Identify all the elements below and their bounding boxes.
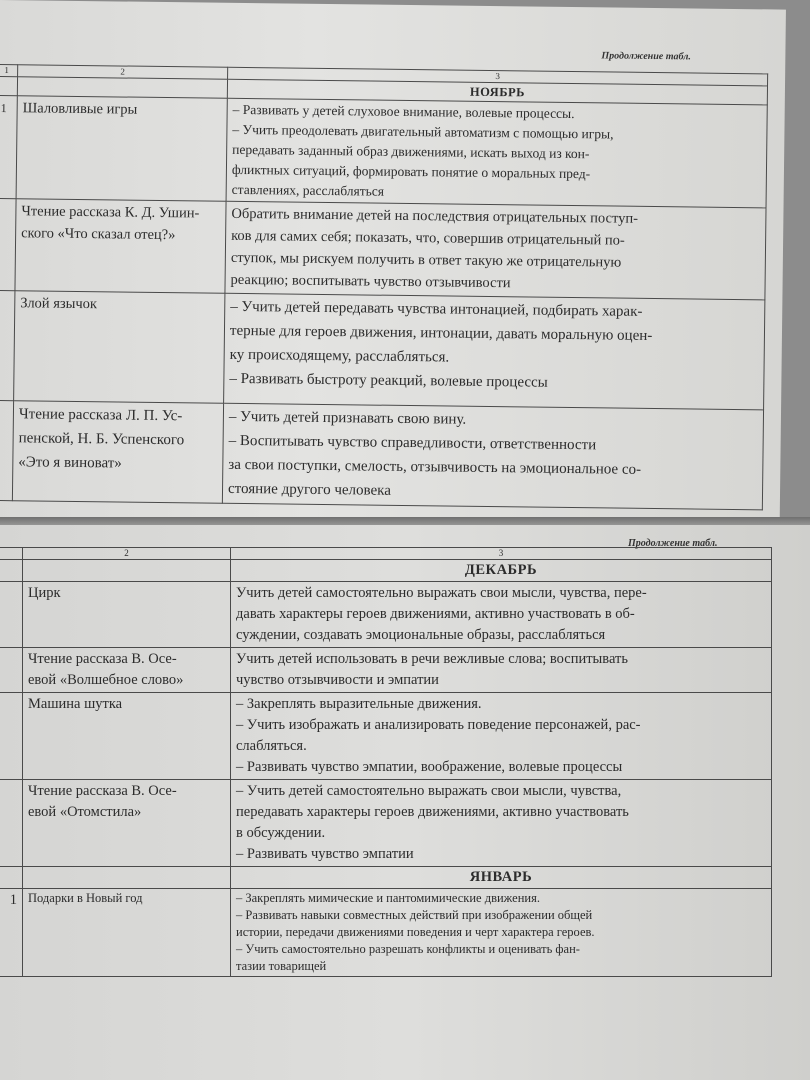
- month-row: [0, 560, 772, 582]
- text-line: суждении, создавать эмоциональные образы, расслабляться: [236, 627, 606, 643]
- month-heading: ЯНВАРЬ: [231, 867, 772, 889]
- text-line: Учить детей самостоятельно выражать свои мысли, чувства, пере-: [236, 585, 647, 601]
- text-line: – Учить детей передавать чувства интонацией, подбирать харак-: [230, 298, 643, 320]
- text-line: Цирк: [28, 585, 61, 601]
- month-heading: НОЯБРЬ: [227, 79, 767, 105]
- table-row: [0, 582, 772, 648]
- month-heading: ДЕКАБРЬ: [231, 560, 772, 582]
- text-line: пенской, Н. Б. Успенского: [18, 430, 185, 449]
- text-line: – Развивать быстроту реакций, волевые процессы: [229, 370, 548, 391]
- text-line: терные для героев движения, интонации, давать моральную оцен-: [229, 322, 653, 344]
- text-line: – Воспитывать чувство справедливости, ответственности: [228, 432, 597, 454]
- text-line: ского «Что сказал отец?»: [21, 225, 176, 244]
- table-continuation-caption: Продолжение табл.: [628, 538, 718, 549]
- text-line: Чтение рассказа В. Осе-: [28, 783, 177, 799]
- table-continuation-caption: Продолжение табл.: [601, 50, 691, 63]
- text-line: – Закреплять выразительные движения.: [236, 696, 482, 712]
- row-number: 1: [0, 889, 23, 977]
- text-line: Шаловливые игры: [22, 100, 138, 118]
- text-line: Машина шутка: [28, 696, 123, 712]
- text-line: – Учить детей самостоятельно выражать свои мысли, чувства,: [236, 783, 622, 799]
- table-row: [0, 889, 772, 977]
- activity-goals: [225, 201, 766, 300]
- text-line: давать характеры героев движениями, активно участвовать в об-: [236, 606, 635, 622]
- text-line: – Развивать у детей слуховое внимание, волевые процессы.: [232, 101, 575, 122]
- text-line: Злой язычок: [20, 295, 98, 313]
- activity-title: [23, 780, 231, 867]
- activity-title: [14, 291, 225, 404]
- month-row: [0, 867, 772, 889]
- text-line: передавать характеры героев движениями, активно участвовать: [236, 804, 629, 820]
- text-line: ков для самих себя; показать, что, совершив отрицательный по-: [231, 227, 625, 249]
- activity-title: [12, 401, 223, 504]
- activity-title: [16, 96, 227, 202]
- text-line: за свои поступки, смелость, отзывчивость на эмоциональное со-: [228, 456, 642, 478]
- text-line: слабляться.: [236, 738, 307, 754]
- text-line: истории, передачи движениями поведения и черт характера героев.: [236, 925, 595, 939]
- text-line: – Учить изображать и анализировать поведение персонажей, рас-: [236, 717, 641, 733]
- text-line: ставлениях, расслабляться: [231, 181, 385, 199]
- activity-goals: [226, 98, 767, 208]
- column-header: 2: [23, 548, 231, 560]
- text-line: Чтение рассказа В. Осе-: [28, 651, 177, 667]
- row-number: [0, 198, 16, 290]
- text-line: ку происходящему, расслабляться.: [229, 346, 450, 366]
- text-line: ступок, мы рискуем получить в ответ такую же отрицательную: [230, 249, 622, 271]
- column-header: 3: [228, 67, 768, 86]
- activity-goals: [224, 293, 765, 410]
- text-line: – Учить преодолевать двигательный автоматизм с помощью игры,: [232, 121, 614, 142]
- text-line: фликтных ситуаций, формировать понятие о моральных пред-: [231, 161, 591, 182]
- text-line: передавать заданный образ движениями, искать выход из кон-: [232, 141, 590, 162]
- text-line: – Развивать чувство эмпатии: [236, 846, 414, 862]
- text-line: реакцию; воспитывать чувство отзывчивости: [230, 271, 511, 292]
- activity-goals: [231, 693, 772, 780]
- table-row: [0, 290, 765, 409]
- text-line: Обратить внимание детей на последствия отрицательных поступ-: [231, 205, 639, 227]
- text-line: в обсуждении.: [236, 825, 326, 841]
- column-header: 3: [231, 548, 772, 560]
- text-line: чувство отзывчивости и эмпатии: [236, 672, 439, 688]
- activities-table: [0, 547, 772, 977]
- activities-table: [0, 64, 768, 510]
- activity-title: [23, 582, 231, 648]
- text-line: евой «Отомстила»: [28, 804, 142, 820]
- activity-goals: [231, 780, 772, 867]
- text-line: Чтение рассказа Л. П. Ус-: [18, 406, 183, 425]
- activity-goals: [222, 403, 763, 510]
- text-line: тазии товарищей: [236, 959, 327, 973]
- text-line: – Закреплять мимические и пантомимические движения.: [236, 891, 540, 905]
- text-line: евой «Волшебное слово»: [28, 672, 184, 688]
- text-line: Чтение рассказа К. Д. Ушин-: [21, 203, 200, 222]
- column-header-row: [0, 548, 772, 560]
- table-row: [0, 693, 772, 780]
- text-line: – Учить детей признавать свою вину.: [228, 408, 467, 428]
- text-line: – Развивать навыки совместных действий при изображении общей: [236, 908, 593, 922]
- activity-title: [23, 693, 231, 780]
- activity-goals: [231, 648, 772, 693]
- table-row: [0, 780, 772, 867]
- row-number: 1: [0, 95, 17, 198]
- activity-goals: [231, 582, 772, 648]
- table-row: [0, 400, 764, 509]
- activity-title: [15, 199, 226, 294]
- text-line: – Развивать чувство эмпатии, воображение, волевые процессы: [236, 759, 623, 775]
- upper-book-page: [0, 0, 786, 535]
- activity-title: [23, 889, 231, 977]
- text-line: Учить детей использовать в речи вежливые слова; воспитывать: [236, 651, 628, 667]
- text-line: «Это я виноват»: [18, 454, 122, 472]
- table-row: [0, 648, 772, 693]
- row-number: [0, 290, 15, 400]
- activity-goals: [231, 889, 772, 977]
- text-line: – Учить самостоятельно разрешать конфликты и оценивать фан-: [236, 942, 580, 956]
- table-row: [0, 95, 767, 207]
- table-row: [0, 198, 766, 299]
- column-header: 1: [0, 64, 18, 76]
- column-header: 2: [18, 65, 228, 80]
- activity-title: [23, 648, 231, 693]
- text-line: стояние другого человека: [227, 480, 392, 499]
- text-line: Подарки в Новый год: [28, 891, 143, 905]
